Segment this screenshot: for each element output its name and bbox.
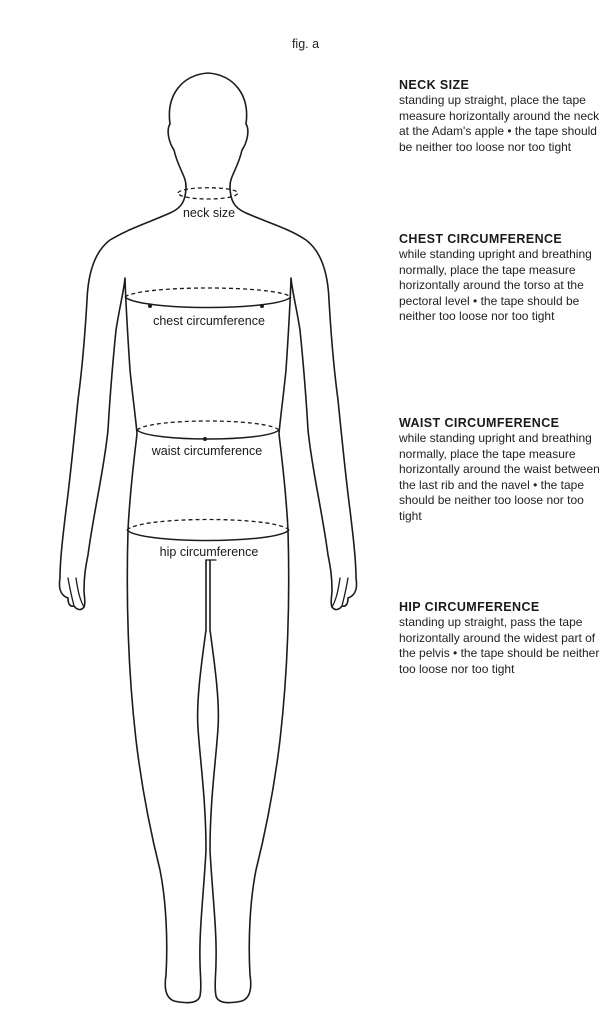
waist-circumference-text: while standing upright and breathing normally, place the tape measure horizontally around the waist between the last rib and the navel • the tape should be neither too loose nor too tight [399, 431, 600, 523]
head-outline [168, 73, 248, 186]
right-hand-detail [332, 578, 348, 607]
hip-circumference-instructions [399, 599, 604, 677]
neck-size-text: standing up straight, place the tape measure horizontally around the neck at the Adam's apple • the tape should be neither too loose nor too tight [399, 93, 600, 154]
neck-tape [178, 188, 238, 199]
chest-circumference-instructions [399, 231, 604, 325]
neck-size-instructions [399, 77, 604, 155]
waist-circumference-instructions [399, 415, 604, 524]
figure-label: fig. a [291, 37, 320, 51]
hip-tape-back [127, 520, 289, 531]
chest-point-right [260, 304, 264, 308]
waist-tape-back [137, 421, 279, 430]
hip-label: hip circumference [159, 545, 259, 559]
hip-circumference-title: HIP CIRCUMFERENCE [399, 600, 540, 614]
chest-circumference-title: CHEST CIRCUMFERENCE [399, 232, 563, 246]
neck-label: neck size [182, 206, 236, 220]
waist-tape-front [137, 430, 279, 439]
chest-circumference-text: while standing upright and breathing normally, place the tape measure horizontally around the torso at the pectoral level • the tape should be neither too loose nor too tight [399, 247, 592, 323]
waist-circumference-title: WAIST CIRCUMFERENCE [399, 416, 560, 430]
neck-size-title: NECK SIZE [399, 78, 470, 92]
left-hand-detail [68, 578, 84, 607]
body-outline-right [210, 186, 357, 1003]
chest-point-left [148, 304, 152, 308]
waist-point [203, 437, 207, 441]
waist-label: waist circumference [151, 444, 263, 458]
body-outline-left [59, 186, 206, 1003]
chest-label: chest circumference [153, 314, 265, 328]
chest-tape-back [125, 288, 291, 297]
hip-tape-front [127, 530, 289, 541]
hip-circumference-text: standing up straight, pass the tape horizontally around the widest part of the pelvis • the tape should be neither too loose nor too tight [399, 615, 600, 676]
